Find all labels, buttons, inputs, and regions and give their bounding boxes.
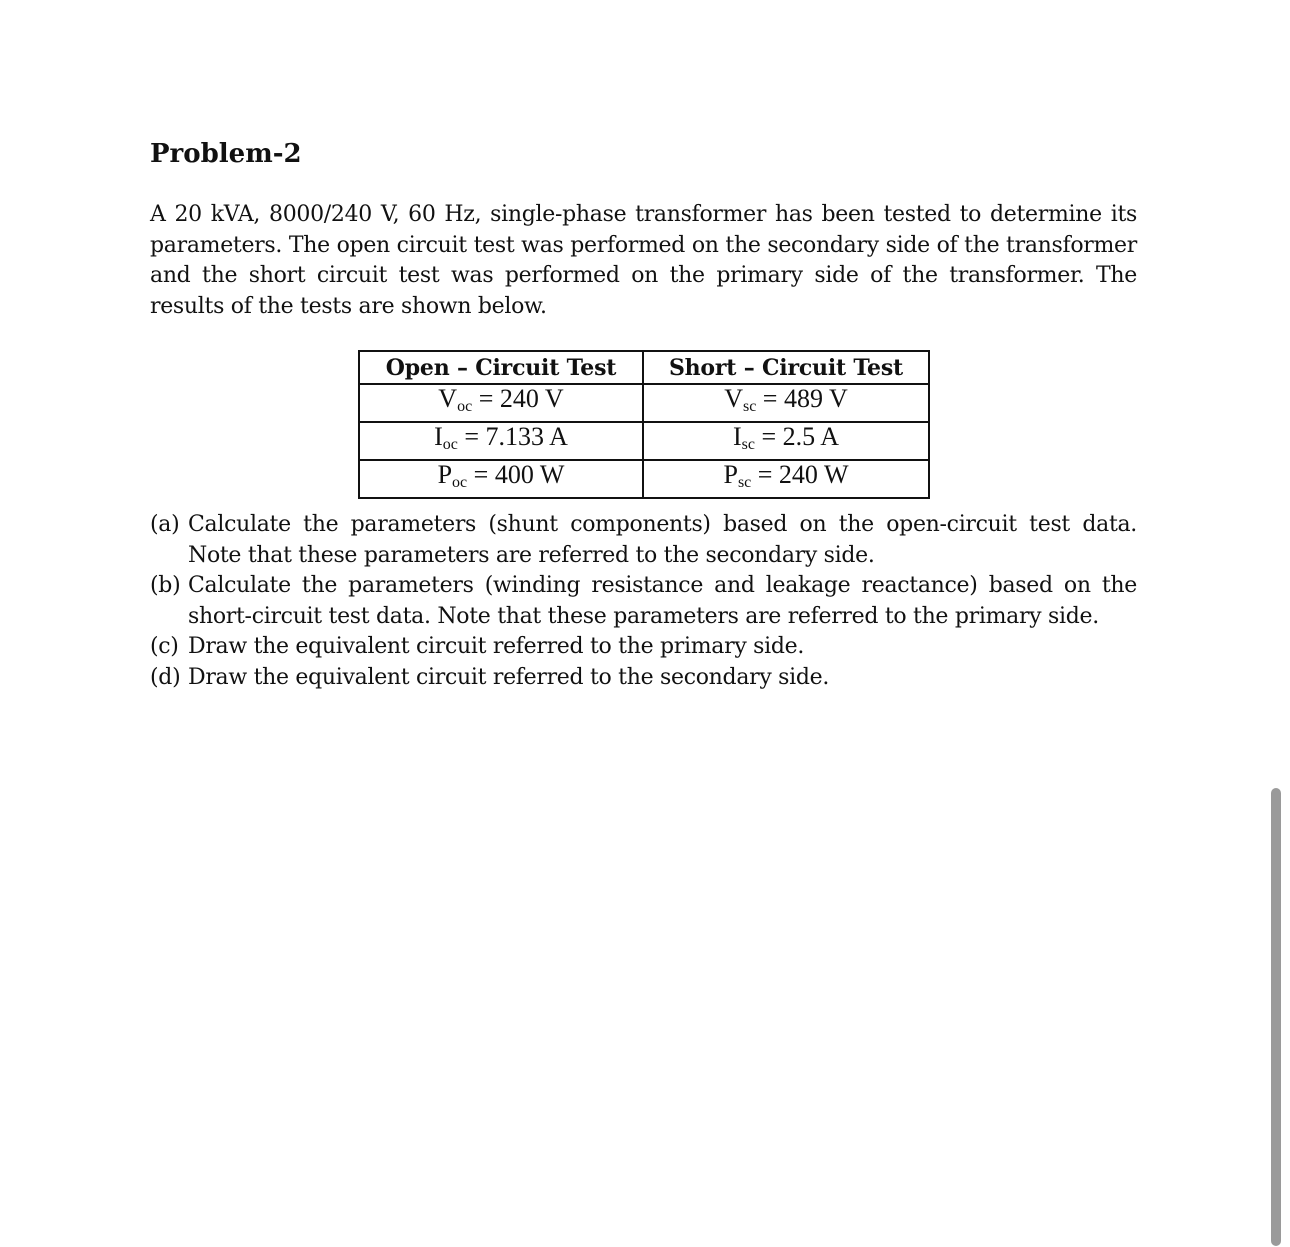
quantity-value: = 2.5 A	[754, 422, 839, 451]
quantity-symbol: V	[438, 384, 458, 413]
short-circuit-voltage	[643, 384, 929, 422]
question-marker: (d)	[150, 664, 181, 690]
quantity-value: = 240 V	[472, 384, 564, 413]
short-circuit-header: Short – Circuit Test	[643, 351, 929, 384]
quantity-symbol: P	[437, 460, 453, 489]
quantity-subscript: oc	[457, 398, 473, 415]
question-marker: (c)	[150, 634, 179, 659]
quantity-subscript: oc	[442, 436, 458, 453]
quantity-value: = 489 V	[756, 384, 848, 413]
question-text: Draw the equivalent circuit referred to the primary side.	[188, 634, 805, 659]
question-marker: (a)	[150, 512, 180, 537]
table-header-row	[359, 351, 929, 384]
question-text: Calculate the parameters (winding resistance and leakage reactance) based on the short-circuit test data. Note that these parameters are referred to the primary side.	[188, 573, 1137, 629]
table-row	[359, 422, 929, 460]
quantity-value: = 7.133 A	[457, 422, 568, 451]
quantity-subscript: sc	[741, 436, 755, 453]
question-text: Draw the equivalent circuit referred to the secondary side.	[188, 664, 830, 690]
question-list	[150, 510, 1137, 693]
table-row	[359, 460, 929, 498]
quantity-symbol: I	[434, 422, 443, 451]
quantity-value: = 240 W	[751, 460, 849, 489]
question-b	[150, 571, 1137, 632]
quantity-symbol: V	[724, 384, 743, 413]
vertical-scrollbar[interactable]	[1271, 788, 1281, 1246]
problem-statement: A 20 kVA, 8000/240 V, 60 Hz, single-phase transformer has been tested to determine its parameters. The open circuit test was performed on the secondary side of the transformer and the short circuit test was performed on the primary side of the transformer. The results of the tests are shown below.	[150, 202, 1137, 319]
open-circuit-voltage	[359, 384, 643, 422]
problem-title: Problem-2	[150, 139, 302, 169]
quantity-subscript: oc	[452, 474, 468, 491]
short-circuit-current	[643, 422, 929, 460]
question-marker: (b)	[150, 573, 181, 598]
open-circuit-current	[359, 422, 643, 460]
short-circuit-power	[643, 460, 929, 498]
quantity-value: = 400 W	[467, 460, 565, 489]
open-circuit-power	[359, 460, 643, 498]
question-d	[150, 663, 1137, 694]
quantity-symbol: I	[732, 422, 742, 451]
test-results-table	[358, 350, 930, 499]
quantity-symbol: P	[723, 460, 738, 489]
open-circuit-header: Open – Circuit Test	[359, 351, 643, 384]
question-a	[150, 510, 1137, 571]
quantity-subscript: sc	[737, 474, 752, 491]
question-text: Calculate the parameters (shunt components) based on the open-circuit test data. Note that these parameters are referred to the secondary side.	[188, 512, 1137, 568]
quantity-subscript: sc	[742, 398, 757, 415]
question-c	[150, 632, 1137, 663]
table-row	[359, 384, 929, 422]
